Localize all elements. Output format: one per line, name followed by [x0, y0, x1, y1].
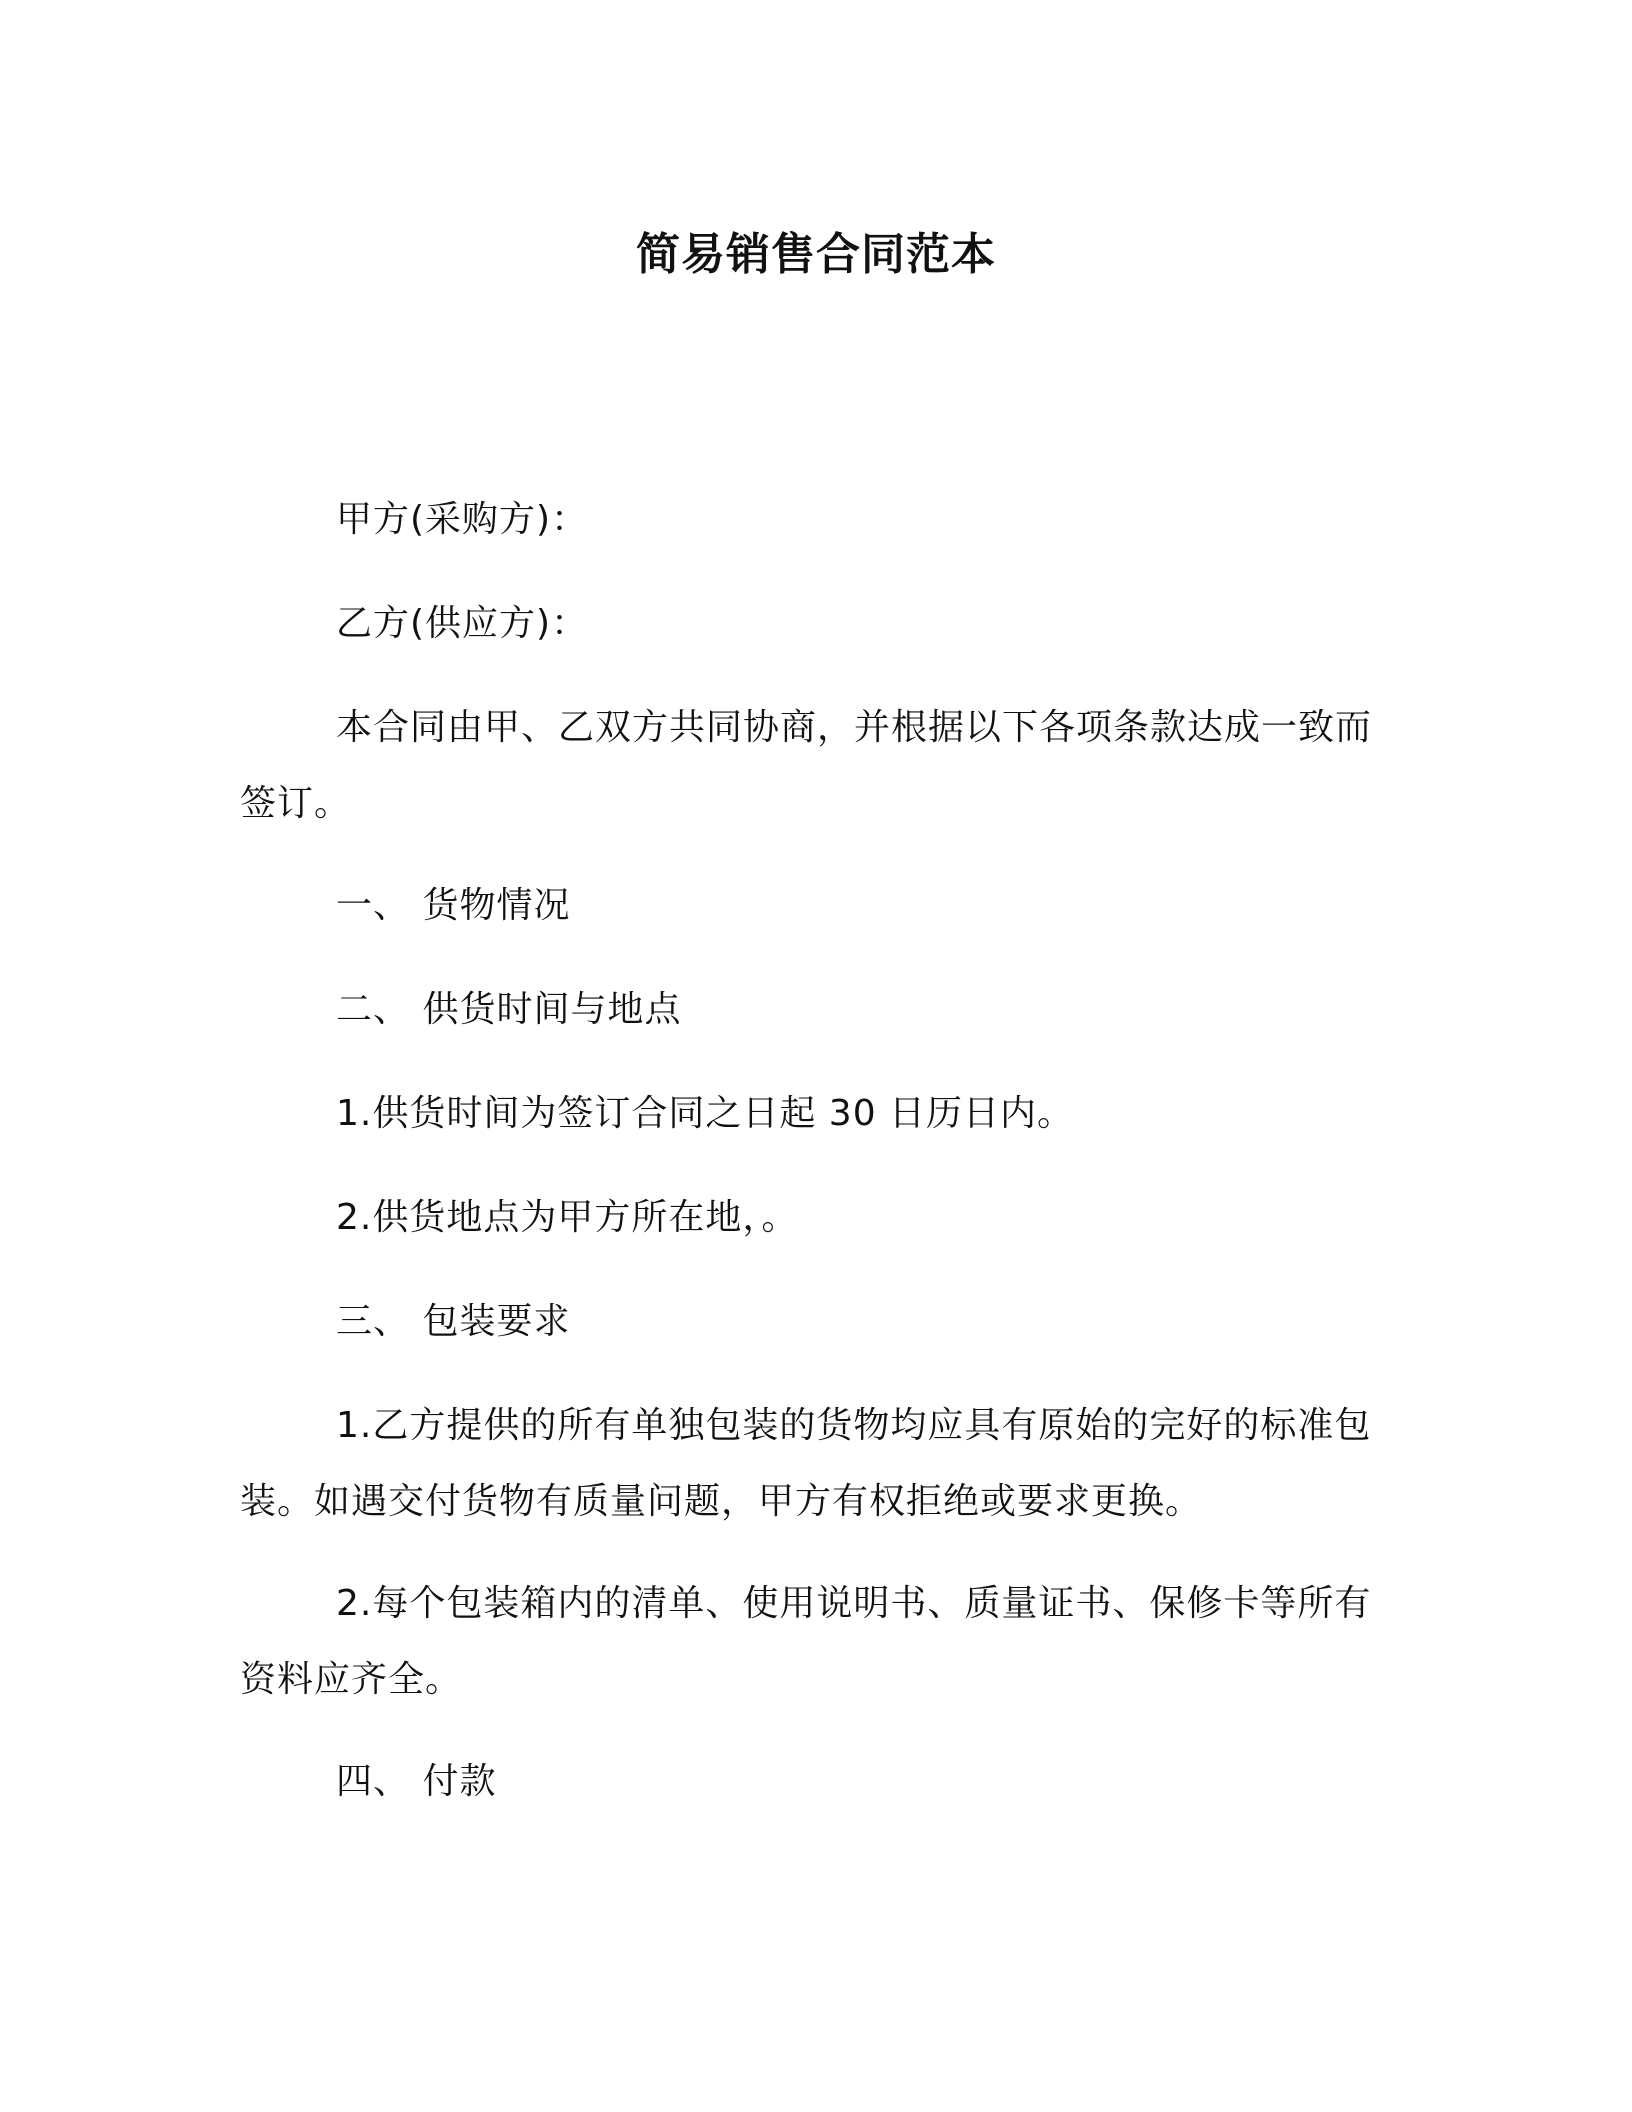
delivery-place-clause: 2.供货地点为甲方所在地，。 — [336, 1197, 799, 1238]
party-b-line: 乙方(供应方)： — [336, 603, 589, 644]
packaging-clause-2: 2.每个包装箱内的清单、使用说明书、质量证书、保修卡等所有资料应齐全。 — [240, 1583, 1372, 1700]
intro-paragraph: 本合同由甲、乙双方共同协商，并根据以下各项条款达成一致而签订。 — [240, 707, 1373, 824]
section-heading-packaging: 三、 包装要求 — [336, 1301, 571, 1342]
document-title: 简易销售合同范本 — [636, 229, 996, 280]
section-heading-delivery: 二、 供货时间与地点 — [336, 989, 682, 1030]
section-heading-payment: 四、 付款 — [336, 1761, 497, 1802]
packaging-clause-1: 1.乙方提供的所有单独包装的货物均应具有原始的完好的标准包装。如遇交付货物有质量问题，甲方有权拒绝或要求更换。 — [240, 1405, 1372, 1522]
party-a-line: 甲方(采购方)： — [336, 499, 589, 540]
section-heading-goods: 一、 货物情况 — [336, 885, 571, 926]
delivery-time-clause: 1.供货时间为签订合同之日起 30 日历日内。 — [336, 1093, 1075, 1134]
